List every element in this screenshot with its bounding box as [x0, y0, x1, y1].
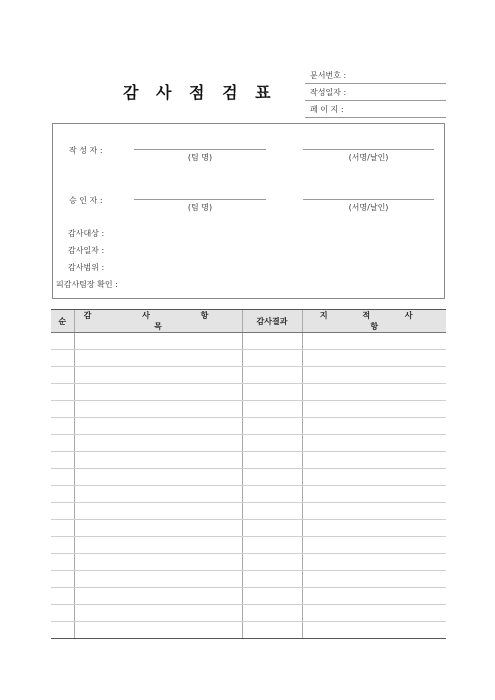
page-field[interactable]	[305, 101, 446, 118]
author-sign-caption: (서명/날인)	[348, 153, 389, 162]
cell-audit-item[interactable]	[74, 367, 242, 384]
audit-target-label: 감사대상 :	[68, 229, 105, 238]
table-row	[51, 367, 446, 384]
date-field[interactable]	[305, 84, 446, 101]
cell-audit-result[interactable]	[242, 554, 302, 571]
cell-number[interactable]	[51, 350, 74, 367]
cell-audit-item[interactable]	[74, 435, 242, 452]
cell-findings[interactable]	[302, 418, 446, 435]
table-row	[51, 401, 446, 418]
cell-audit-result[interactable]	[242, 605, 302, 622]
cell-findings[interactable]	[302, 503, 446, 520]
cell-audit-result[interactable]	[242, 418, 302, 435]
cell-findings[interactable]	[302, 605, 446, 622]
cell-audit-result[interactable]	[242, 435, 302, 452]
page-title: 감 사 점 검 표	[123, 83, 277, 102]
table-row	[51, 520, 446, 537]
column-header-number: 순	[51, 310, 74, 333]
cell-audit-result[interactable]	[242, 486, 302, 503]
cell-number[interactable]	[51, 554, 74, 571]
approver-label: 승 인 자 :	[69, 196, 103, 205]
date-label: 작성일자 :	[310, 88, 347, 97]
table-row	[51, 605, 446, 622]
cell-audit-item[interactable]	[74, 384, 242, 401]
table-row	[51, 503, 446, 520]
author-label: 작 성 자 :	[69, 146, 103, 155]
approver-sign-line[interactable]	[303, 199, 434, 200]
cell-findings[interactable]	[302, 469, 446, 486]
cell-findings[interactable]	[302, 571, 446, 588]
table-row	[51, 486, 446, 503]
cell-findings[interactable]	[302, 350, 446, 367]
cell-audit-result[interactable]	[242, 537, 302, 554]
cell-number[interactable]	[51, 486, 74, 503]
cell-audit-item[interactable]	[74, 486, 242, 503]
cell-audit-item[interactable]	[74, 452, 242, 469]
cell-number[interactable]	[51, 418, 74, 435]
cell-number[interactable]	[51, 520, 74, 537]
cell-audit-item[interactable]	[74, 333, 242, 350]
table-row	[51, 418, 446, 435]
cell-number[interactable]	[51, 333, 74, 350]
column-header-audit-result: 감사결과	[242, 310, 302, 333]
cell-audit-item[interactable]	[74, 401, 242, 418]
cell-audit-item[interactable]	[74, 571, 242, 588]
table-row	[51, 384, 446, 401]
cell-audit-item[interactable]	[74, 469, 242, 486]
audit-checklist-table	[51, 309, 446, 639]
table-row	[51, 554, 446, 571]
cell-audit-item[interactable]	[74, 503, 242, 520]
cell-audit-item[interactable]	[74, 605, 242, 622]
page-label: 페 이 지 :	[310, 105, 344, 114]
cell-audit-result[interactable]	[242, 367, 302, 384]
cell-number[interactable]	[51, 605, 74, 622]
audit-date-label: 감사일자 :	[68, 246, 105, 255]
cell-audit-result[interactable]	[242, 503, 302, 520]
approver-team-caption: (팀 명)	[187, 203, 213, 212]
table-row	[51, 588, 446, 605]
doc-number-label: 문서번호 :	[310, 71, 347, 80]
cell-number[interactable]	[51, 401, 74, 418]
column-header-audit-item: 감 사 항 목	[74, 310, 242, 333]
table-row	[51, 435, 446, 452]
author-sign-line[interactable]	[303, 149, 434, 150]
cell-findings[interactable]	[302, 537, 446, 554]
auditee-confirm-label: 피감사팀장 확인 :	[56, 280, 118, 289]
cell-findings[interactable]	[302, 333, 446, 350]
cell-audit-item[interactable]	[74, 418, 242, 435]
cell-findings[interactable]	[302, 622, 446, 639]
cell-number[interactable]	[51, 384, 74, 401]
cell-audit-item[interactable]	[74, 520, 242, 537]
cell-audit-result[interactable]	[242, 333, 302, 350]
cell-findings[interactable]	[302, 435, 446, 452]
cell-findings[interactable]	[302, 384, 446, 401]
cell-audit-result[interactable]	[242, 520, 302, 537]
cell-audit-result[interactable]	[242, 622, 302, 639]
cell-audit-result[interactable]	[242, 469, 302, 486]
cell-audit-item[interactable]	[74, 588, 242, 605]
cell-audit-result[interactable]	[242, 350, 302, 367]
cell-audit-result[interactable]	[242, 452, 302, 469]
cell-findings[interactable]	[302, 401, 446, 418]
table-row	[51, 537, 446, 554]
cell-number[interactable]	[51, 588, 74, 605]
cell-audit-result[interactable]	[242, 401, 302, 418]
cell-findings[interactable]	[302, 486, 446, 503]
cell-number[interactable]	[51, 367, 74, 384]
table-row	[51, 622, 446, 639]
cell-audit-item[interactable]	[74, 554, 242, 571]
cell-findings[interactable]	[302, 452, 446, 469]
cell-number[interactable]	[51, 503, 74, 520]
cell-findings[interactable]	[302, 367, 446, 384]
doc-number-field[interactable]	[305, 67, 446, 84]
cell-audit-item[interactable]	[74, 537, 242, 554]
cell-audit-item[interactable]	[74, 350, 242, 367]
cell-findings[interactable]	[302, 588, 446, 605]
cell-findings[interactable]	[302, 554, 446, 571]
table-row	[51, 469, 446, 486]
cell-number[interactable]	[51, 622, 74, 639]
table-row	[51, 350, 446, 367]
author-team-caption: (팀 명)	[187, 153, 213, 162]
cell-audit-item[interactable]	[74, 622, 242, 639]
column-header-findings: 지 적 사 항	[302, 310, 446, 333]
cell-number[interactable]	[51, 469, 74, 486]
table-row	[51, 571, 446, 588]
cell-audit-result[interactable]	[242, 384, 302, 401]
cell-number[interactable]	[51, 571, 74, 588]
audit-scope-label: 감사범위 :	[68, 263, 105, 272]
cell-number[interactable]	[51, 537, 74, 554]
table-row	[51, 452, 446, 469]
author-team-line[interactable]	[134, 149, 266, 150]
cell-audit-result[interactable]	[242, 571, 302, 588]
approver-team-line[interactable]	[134, 199, 266, 200]
cell-audit-result[interactable]	[242, 588, 302, 605]
approver-sign-caption: (서명/날인)	[348, 203, 389, 212]
cell-number[interactable]	[51, 452, 74, 469]
table-row	[51, 333, 446, 350]
cell-number[interactable]	[51, 435, 74, 452]
cell-findings[interactable]	[302, 520, 446, 537]
